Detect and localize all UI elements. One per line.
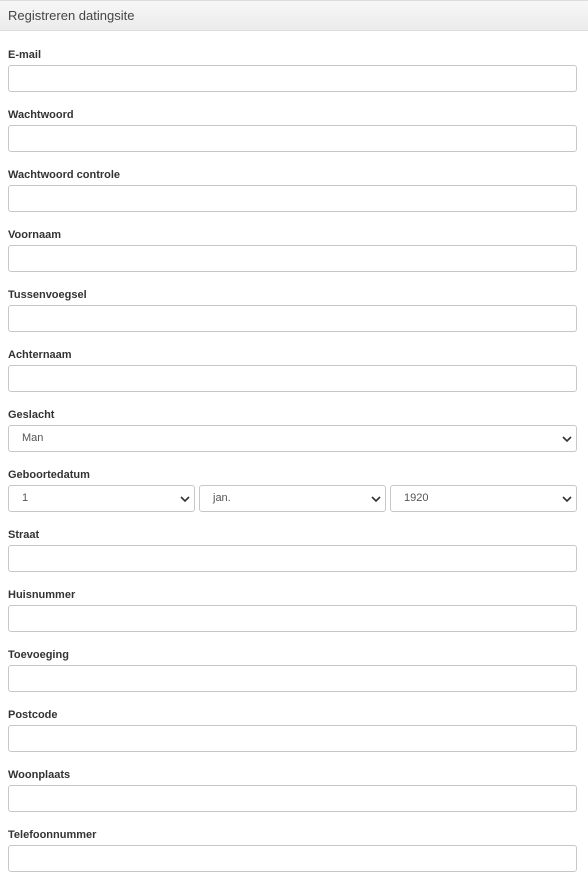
phone-input[interactable] [8, 845, 577, 872]
gender-label: Geslacht [8, 409, 55, 421]
addition-input[interactable] [8, 665, 577, 692]
housenumber-field-group [8, 589, 577, 649]
street-label: Straat [8, 529, 40, 541]
city-label: Woonplaats [8, 769, 71, 781]
gender-field-group [8, 409, 577, 469]
birth-month-select[interactable] [199, 485, 386, 512]
chevron-down-icon [179, 493, 191, 505]
password-label: Wachtwoord [8, 109, 74, 121]
addition-field-group [8, 649, 577, 709]
page-title: Registreren datingsite [8, 8, 135, 23]
password-confirm-input[interactable] [8, 185, 577, 212]
lastname-input[interactable] [8, 365, 577, 392]
postcode-input[interactable] [8, 725, 577, 752]
city-input[interactable] [8, 785, 577, 812]
housenumber-input[interactable] [8, 605, 577, 632]
firstname-label: Voornaam [8, 229, 61, 241]
email-label: E-mail [8, 49, 42, 61]
password-confirm-field-group [8, 169, 577, 229]
birthdate-label: Geboortedatum [8, 469, 90, 481]
phone-field-group [8, 829, 577, 881]
addition-label: Toevoeging [8, 649, 69, 661]
password-field-group [8, 109, 577, 169]
birth-year-select[interactable] [390, 485, 577, 512]
firstname-field-group [8, 229, 577, 289]
infix-field-group [8, 289, 577, 349]
gender-select-value: Man [22, 432, 44, 444]
lastname-field-group [8, 349, 577, 409]
postcode-field-group [8, 709, 577, 769]
gender-select[interactable] [8, 425, 577, 452]
firstname-input[interactable] [8, 245, 577, 272]
registration-form [8, 49, 577, 881]
lastname-label: Achternaam [8, 349, 72, 361]
panel-heading [0, 0, 588, 31]
email-field-group [8, 49, 577, 109]
birth-year-value: 1920 [404, 492, 429, 504]
street-field-group [8, 529, 577, 589]
phone-label: Telefoonnummer [8, 829, 97, 841]
birthdate-field-group [8, 469, 577, 529]
postcode-label: Postcode [8, 709, 58, 721]
housenumber-label: Huisnummer [8, 589, 76, 601]
infix-label: Tussenvoegsel [8, 289, 87, 301]
street-input[interactable] [8, 545, 577, 572]
chevron-down-icon [561, 433, 573, 445]
birthdate-row [8, 485, 577, 512]
password-input[interactable] [8, 125, 577, 152]
email-input[interactable] [8, 65, 577, 92]
city-field-group [8, 769, 577, 829]
infix-input[interactable] [8, 305, 577, 332]
birth-day-select[interactable] [8, 485, 195, 512]
chevron-down-icon [370, 493, 382, 505]
birth-month-value: jan. [213, 492, 231, 504]
chevron-down-icon [561, 493, 573, 505]
birth-day-value: 1 [22, 492, 29, 504]
password-confirm-label: Wachtwoord controle [8, 169, 121, 181]
